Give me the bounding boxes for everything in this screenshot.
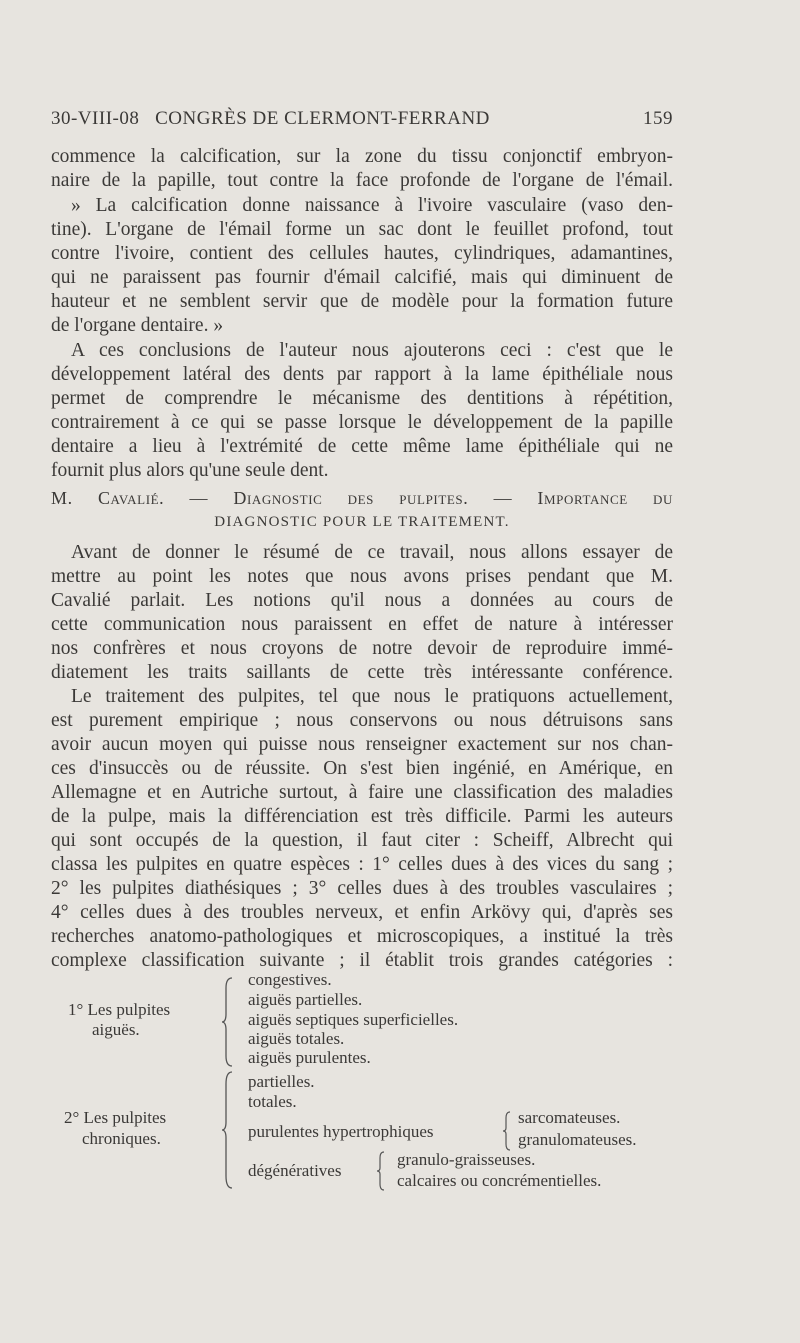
section-subheading: DIAGNOSTIC POUR LE TRAITEMENT. [214, 514, 510, 530]
degeneratives-sub: calcaires ou concrémentielles. [397, 1171, 602, 1190]
header-left [51, 108, 490, 130]
text-line: fournit plus alors qu'une seule dent. [51, 460, 329, 481]
text-line: 4° celles dues à des troubles nerveux, et enfin Arkövy qui, d'après ses [51, 902, 673, 923]
purulentes-brace [502, 1110, 514, 1152]
text-line: nos confrères et nous croyons de notre devoir de reproduire immé- [51, 638, 673, 659]
degeneratives-brace [376, 1150, 388, 1192]
header-date: 30-VIII-08 [51, 108, 140, 129]
text-line: est purement empirique ; nous conservons ou nous détruisons sans [51, 710, 673, 731]
purulentes-label: purulentes hypertrophiques [248, 1122, 434, 1141]
group2-label-line1: 2° Les pulpites [64, 1108, 167, 1127]
text-line: » La calcification donne naissance à l'ivoire vasculaire (vaso den- [71, 195, 673, 216]
purulentes-sub: granulomateuses. [518, 1130, 637, 1149]
text-line: contre l'ivoire, contient des cellules hautes, cylindriques, adamantines, [51, 243, 673, 264]
text-line: contrairement à ce qui se passe lorsque le développement de la papille [51, 412, 673, 433]
group1-label-line2: aiguës. [92, 1020, 140, 1039]
group1-brace [222, 976, 236, 1068]
text-line: ces d'insuccès ou de réussite. On s'est bien ingénié, en Amérique, en [51, 758, 673, 779]
text-line: de l'organe dentaire. » [51, 315, 224, 336]
text-line: hauteur et ne semblent servir que de modèle pour la formation future [51, 291, 673, 312]
text-line: cette communication nous paraissent en effet de nature à intéresser [51, 614, 673, 635]
header-title: CONGRÈS DE CLERMONT-FERRAND [155, 108, 490, 129]
text-line: complexe classification suivante ; il établit trois grandes catégories : [51, 950, 673, 971]
group1-item: aiguës totales. [248, 1029, 345, 1048]
text-line: A ces conclusions de l'auteur nous ajouterons ceci : c'est que le [71, 340, 673, 361]
group2-label-line2: chroniques. [82, 1129, 161, 1148]
text-line: 2° les pulpites diathésiques ; 3° celles dues à des troubles vasculaires ; [51, 878, 673, 899]
text-line: Avant de donner le résumé de ce travail, nous allons essayer de [71, 542, 673, 563]
text-line: dentaire a lieu à l'extrémité de cette même lame épithéliale qui ne [51, 436, 673, 457]
text-line: commence la calcification, sur la zone du tissu conjonctif embryon- [51, 146, 673, 167]
degeneratives-label: dégénératives [248, 1161, 342, 1180]
text-line: classa les pulpites en quatre espèces : 1° celles dues à des vices du sang ; [51, 854, 673, 875]
text-line: tine). L'organe de l'émail forme un sac dont le feuillet profond, tout [51, 219, 673, 240]
group2-brace [222, 1070, 236, 1190]
text-line: permet de comprendre le mécanisme des dentitions à répétition, [51, 388, 673, 409]
degeneratives-sub: granulo-graisseuses. [397, 1150, 536, 1169]
text-line: Allemagne et en Autriche surtout, à faire une classification des maladies [51, 782, 673, 803]
page-number: 159 [643, 108, 673, 129]
group2-item: totales. [248, 1092, 297, 1111]
text-line: développement latéral des dents par rapport à la lame épithéliale nous [51, 364, 673, 385]
group1-item: aiguës partielles. [248, 990, 363, 1009]
text-line: mettre au point les notes que nous avons prises pendant que M. [51, 566, 673, 587]
section-heading: M. Cavalié. — Diagnostic des pulpites. — Importance du [51, 488, 673, 508]
group1-item: aiguës purulentes. [248, 1048, 371, 1067]
group1-item: congestives. [248, 970, 332, 989]
text-line: naire de la papille, tout contre la face profonde de l'organe de l'émail. [51, 170, 673, 191]
text-line: Cavalié parlait. Les notions qu'il nous a données au cours de [51, 590, 673, 611]
text-line: qui ne paraissent pas fournir d'émail calcifié, mais qui diminuent de [51, 267, 673, 288]
text-line: diatement les traits saillants de cette très intéressante conférence. [51, 662, 673, 683]
text-line: de la pulpe, mais la différenciation est très difficile. Parmi les auteurs [51, 806, 673, 827]
text-line: qui sont occupés de la question, il faut citer : Scheiff, Albrecht qui [51, 830, 673, 851]
group1-label-line1: 1° Les pulpites [68, 1000, 171, 1019]
group2-item: partielles. [248, 1072, 315, 1091]
text-line: Le traitement des pulpites, tel que nous le pratiquons actuellement, [71, 686, 673, 707]
purulentes-sub: sarcomateuses. [518, 1108, 621, 1127]
text-line: avoir aucun moyen qui puisse nous renseigner exactement sur nos chan- [51, 734, 673, 755]
group1-item: aiguës septiques superficielles. [248, 1010, 459, 1029]
text-line: recherches anatomo-pathologiques et microscopiques, a institué la très [51, 926, 673, 947]
